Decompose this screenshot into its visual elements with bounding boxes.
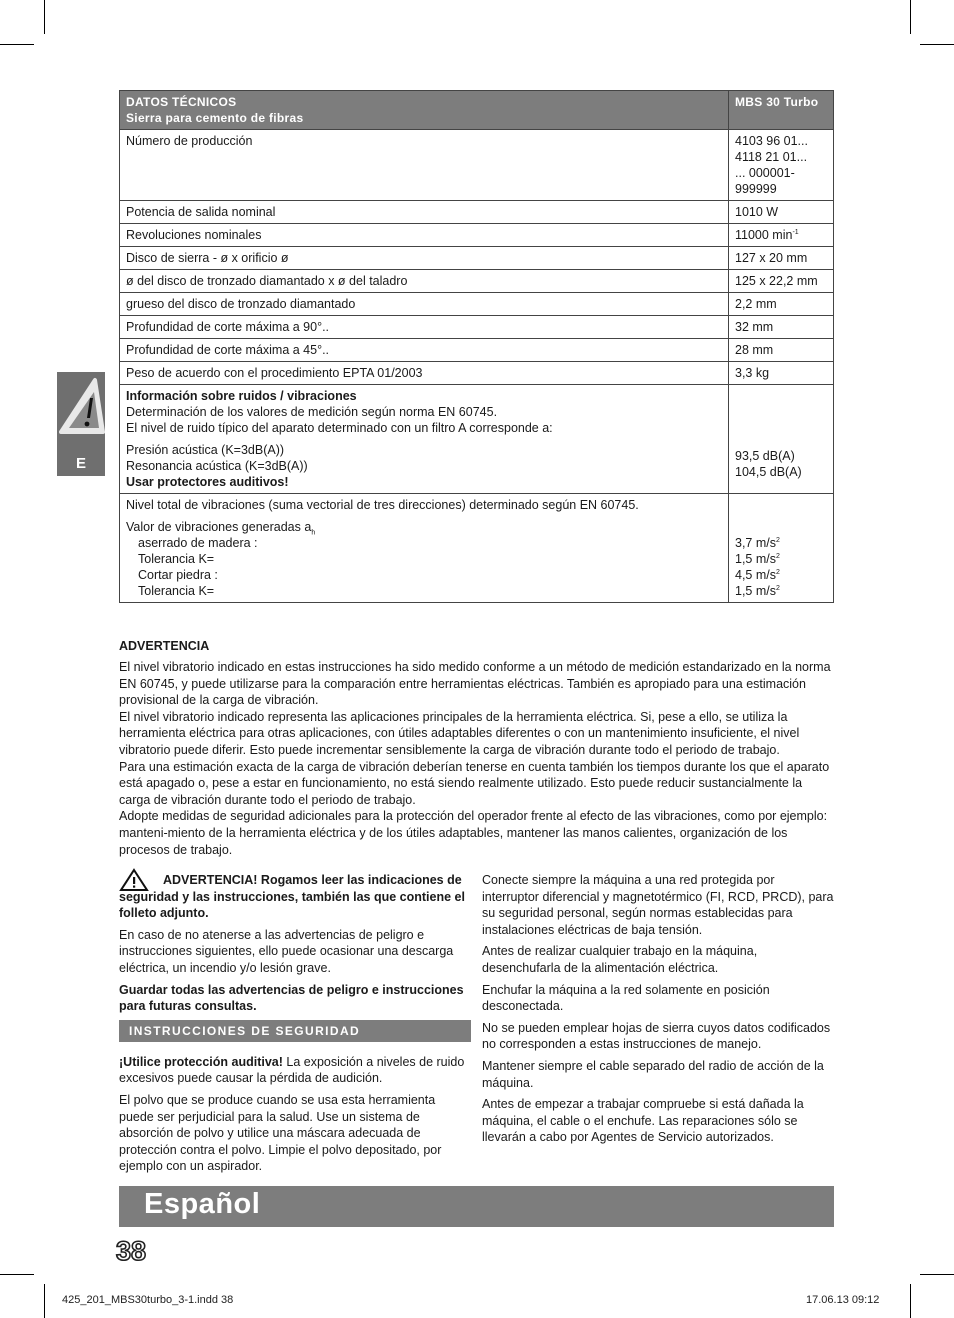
production-number-1: 4103 96 01... bbox=[735, 134, 808, 148]
paragraph: No se pueden emplear hojas de sierra cuyos datos codificados no corresponden a estas instrucciones de manejo. bbox=[482, 1020, 831, 1052]
crop-mark bbox=[920, 1274, 954, 1275]
row-value: 2,2 mm bbox=[729, 293, 834, 316]
language-bar bbox=[119, 1186, 834, 1227]
row-label: Disco de sierra - ø x orificio ø bbox=[120, 247, 729, 270]
print-slug-date: 17.06.13 09:12 bbox=[806, 1294, 880, 1306]
vibration-info bbox=[120, 494, 729, 603]
paragraph: Conecte siempre la máquina a una red protegida por interruptor diferencial y magnetotérmico (FI, RCD, PRCD), para su seguridad personal, según normas establecidas para instalaciones eléctricas de baja tensión. bbox=[482, 873, 834, 937]
paragraph: Antes de empezar a trabajar compruebe si está dañada la máquina, el cable o el enchufe. Las reparaciones sólo se llevarán a cabo por Agentes de Servicio autorizados. bbox=[482, 1097, 804, 1145]
rpm-exponent: -1 bbox=[792, 228, 799, 236]
vibration-values-label bbox=[126, 519, 722, 535]
row-label: Número de producción bbox=[120, 130, 729, 201]
safety-warning-heading bbox=[119, 872, 471, 922]
tolerance-label: Tolerancia K= bbox=[138, 584, 215, 598]
noise-line: El nivel de ruido típico del aparato determinado con un filtro A corresponde a: bbox=[126, 421, 553, 435]
noise-row bbox=[120, 385, 834, 494]
production-number-2: 4118 21 01... bbox=[735, 150, 808, 164]
vibration-label-text: Valor de vibraciones generadas a bbox=[126, 520, 312, 534]
sound-pressure-value: 93,5 dB(A) bbox=[735, 449, 795, 463]
language-title: Español bbox=[144, 1188, 261, 1220]
row-value: 1010 W bbox=[729, 201, 834, 224]
stone-cutting-label: Cortar piedra : bbox=[138, 568, 218, 582]
row-value: 3,3 kg bbox=[729, 362, 834, 385]
table-row bbox=[120, 247, 834, 270]
vibration-line: Nivel total de vibraciones (suma vectorial de tres direcciones) determinado según EN 60745. bbox=[126, 498, 639, 512]
crop-mark bbox=[0, 44, 34, 45]
table-row bbox=[120, 130, 834, 201]
paragraph: En caso de no atenerse a las advertencias de peligro e instrucciones siguientes, ello puede ocasionar una descarga eléctrica, un incendio y/o lesión grave. bbox=[119, 927, 454, 975]
table-header-model: MBS 30 Turbo bbox=[729, 91, 834, 130]
warning-icon bbox=[119, 868, 149, 892]
table-row bbox=[120, 293, 834, 316]
crop-mark bbox=[910, 1284, 911, 1318]
technical-data-table bbox=[119, 90, 834, 603]
print-slug-file: 425_201_MBS30turbo_3-1.indd 38 bbox=[62, 1294, 234, 1306]
row-value: 28 mm bbox=[729, 339, 834, 362]
noise-info bbox=[120, 385, 729, 494]
warning-title: ADVERTENCIA bbox=[119, 639, 210, 653]
table-row bbox=[120, 270, 834, 293]
row-label: Profundidad de corte máxima a 45°.. bbox=[120, 339, 729, 362]
hearing-protection-note: Usar protectores auditivos! bbox=[126, 475, 289, 489]
table-title: DATOS TÉCNICOS bbox=[126, 95, 237, 109]
table-header-left bbox=[120, 91, 729, 130]
language-letter: E bbox=[75, 455, 86, 472]
crop-mark bbox=[920, 44, 954, 45]
warning-paragraph: El nivel vibratorio indicado representa las aplicaciones principales de la herramienta eléctrica. Si, pese a ello, se utiliza la herramienta eléctrica para otras aplicaciones, con útiles adaptables diferentes o con un mantenimiento insuficiente, el nivel vibratorio puede diferir. Esto puede incrementar sensiblemente la carga de vibración durante todo el periodo de trabajo. bbox=[119, 709, 800, 757]
row-value: 127 x 20 mm bbox=[729, 247, 834, 270]
table-row bbox=[120, 201, 834, 224]
row-value: 125 x 22,2 mm bbox=[729, 270, 834, 293]
noise-title: Información sobre ruidos / vibraciones bbox=[126, 389, 357, 403]
production-number-range: ... 000001-999999 bbox=[735, 166, 795, 196]
table-row bbox=[120, 362, 834, 385]
section-heading-safety: INSTRUCCIONES DE SEGURIDAD bbox=[119, 1020, 471, 1042]
sound-power-label: Resonancia acústica (K=3dB(A)) bbox=[126, 459, 308, 473]
vibration-value: 1,5 $m/s^2$ bbox=[735, 584, 780, 598]
paragraph: Enchufar la máquina a la red solamente en posición desconectada. bbox=[482, 982, 770, 1014]
paragraph bbox=[119, 1054, 471, 1087]
row-label: Profundidad de corte máxima a 90°.. bbox=[120, 316, 729, 339]
row-value bbox=[729, 224, 834, 247]
safety-warning-text: ADVERTENCIA! Rogamos leer las indicaciones de seguridad y las instrucciones, también las que contiene el folleto adjunto. bbox=[119, 873, 465, 921]
table-row bbox=[120, 339, 834, 362]
vibration-row bbox=[120, 494, 834, 603]
noise-line: Determinación de los valores de medición según norma EN 60745. bbox=[126, 405, 498, 419]
crop-mark bbox=[910, 0, 911, 34]
paragraph-bold: Guardar todas las advertencias de peligro e instrucciones para futuras consultas. bbox=[119, 982, 464, 1014]
language-side-tab bbox=[57, 372, 105, 476]
left-column bbox=[119, 872, 471, 1180]
table-row bbox=[120, 224, 834, 247]
noise-values bbox=[729, 385, 834, 494]
hearing-protection-lead: ¡Utilice protección auditiva! bbox=[119, 1054, 283, 1069]
wood-sawing-label: aserrado de madera : bbox=[138, 536, 258, 550]
sound-pressure-label: Presión acústica (K=3dB(A)) bbox=[126, 443, 285, 457]
table-header-row bbox=[120, 91, 834, 130]
warning-paragraph: Para una estimación exacta de la carga de vibración deberían tenerse en cuenta también los tiempos durante los que el aparato está apagado o, pese a estar en funcionamiento, no está siendo realmente utilizado. Esto puede reducir sustancialmente la carga de vibración durante todo el periodo de trabajo. bbox=[119, 759, 830, 807]
row-value: 32 mm bbox=[729, 316, 834, 339]
table-subtitle: Sierra para cemento de fibras bbox=[126, 111, 304, 125]
row-label: grueso del disco de tronzado diamantado bbox=[120, 293, 729, 316]
hearing-protection-text: La exposición a niveles de ruido excesivos puede causar la pérdida de audición. bbox=[119, 1054, 465, 1086]
page-number: 38 bbox=[116, 1236, 147, 1266]
paragraph: Mantener siempre el cable separado del radio de acción de la máquina. bbox=[482, 1058, 824, 1090]
vibration-value: 1,5 $m/s^2$ bbox=[735, 552, 780, 566]
row-label: Peso de acuerdo con el procedimiento EPTA 01/2003 bbox=[120, 362, 729, 385]
row-label: ø del disco de tronzado diamantado x ø del taladro bbox=[120, 270, 729, 293]
vibration-subscript: h bbox=[311, 529, 316, 537]
rpm-value: 11000 min bbox=[735, 228, 793, 242]
warning-paragraph: El nivel vibratorio indicado en estas instrucciones ha sido medido conforme a un método de medición estandarizado en la norma EN 60745, y puede utilizarse para la comparación entre herramientas eléctricas. También es apropiado para una estimación provisional de la carga de vibración. bbox=[119, 660, 831, 708]
warning-triangle-icon bbox=[57, 372, 105, 450]
vibration-value: 4,5 $m/s^2$ bbox=[735, 568, 780, 582]
row-value bbox=[729, 130, 834, 201]
crop-mark bbox=[44, 1284, 45, 1318]
crop-mark bbox=[0, 1274, 34, 1275]
sound-power-value: 104,5 dB(A) bbox=[735, 465, 802, 479]
vibration-values bbox=[729, 494, 834, 603]
tolerance-label: Tolerancia K= bbox=[138, 552, 215, 566]
right-column bbox=[482, 872, 834, 1151]
paragraph: Antes de realizar cualquier trabajo en la máquina, desenchufarla de la alimentación eléctrica. bbox=[482, 944, 758, 975]
vibration-value: 3,7 $m/s^2$ bbox=[735, 536, 780, 550]
table-row bbox=[120, 316, 834, 339]
row-label: Potencia de salida nominal bbox=[120, 201, 729, 224]
crop-mark bbox=[44, 0, 45, 34]
row-label: Revoluciones nominales bbox=[120, 224, 729, 247]
warning-text bbox=[119, 659, 835, 858]
paragraph: El polvo que se produce cuando se usa esta herramienta puede ser perjudicial para la salud. Use un sistema de absorción de polvo y utilice una máscara adecuada de protección contra el polvo. Limpie el polvo depositado, por ejemplo con un aspirador. bbox=[119, 1092, 442, 1174]
warning-paragraph: Adopte medidas de seguridad adicionales para la protección del operador frente al efecto de las vibraciones, como por ejemplo: manteni-miento de la herramienta eléctrica y de los útiles adaptables, mantener las manos calientes, organización de los procesos de trabajo. bbox=[119, 809, 828, 857]
